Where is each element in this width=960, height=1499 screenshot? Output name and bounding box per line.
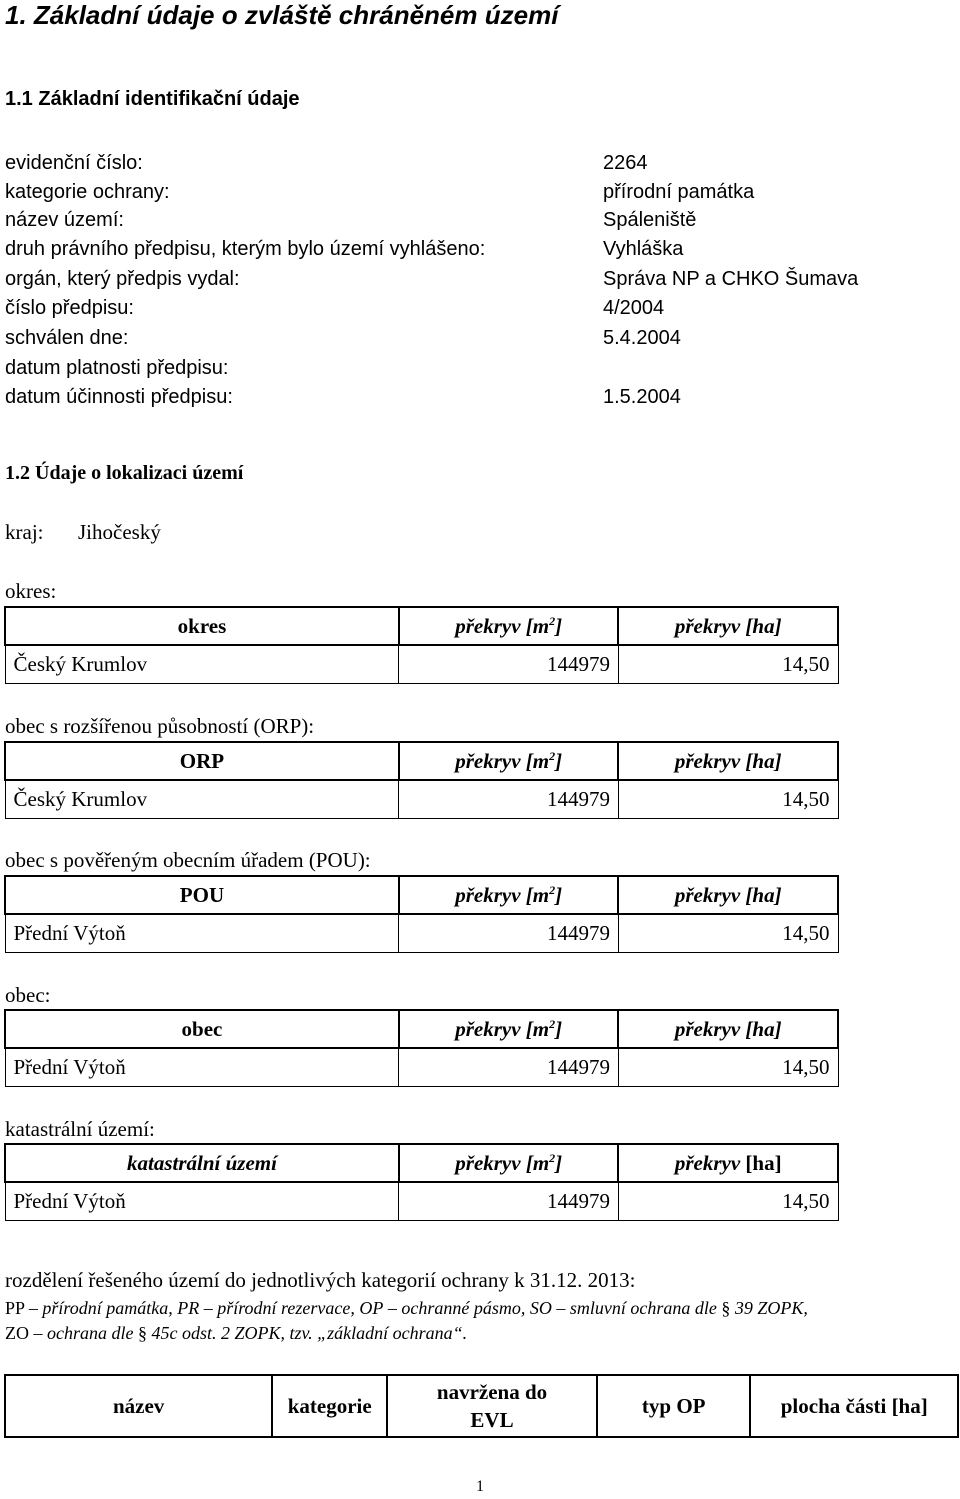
ku-caption: katastrální území:: [5, 1117, 155, 1141]
table-cell-name: Český Krumlov: [5, 645, 399, 683]
table-row: [5, 914, 838, 952]
table-header: kategorie: [272, 1375, 387, 1437]
id-value: Spáleniště: [603, 209, 697, 231]
id-label: druh právního předpisu, kterým bylo území vyhlášeno:: [5, 238, 486, 260]
section-heading-localization: 1.2 Údaje o lokalizaci území: [5, 462, 244, 484]
table-header: překryv $[m^2]$: [399, 876, 619, 914]
table-cell-m2: 144979: [399, 1048, 619, 1086]
pou-table: [4, 875, 839, 953]
id-value: 2264: [603, 152, 648, 174]
table-cell-m2: 144979: [399, 1182, 619, 1220]
orp-caption: obec s rozšířenou působností (ORP):: [5, 714, 315, 738]
section-heading-identification: 1.1 Základní identifikační údaje: [5, 88, 300, 110]
kraj-label: kraj:: [5, 520, 44, 544]
table-cell-name: Přední Výtoň: [5, 1182, 399, 1220]
id-label: číslo předpisu:: [5, 297, 134, 319]
table-cell-ha: 14,50: [618, 645, 838, 683]
table-header: obec: [5, 1010, 399, 1048]
table-cell-m2: 144979: [399, 645, 619, 683]
table-header: POU: [5, 876, 399, 914]
id-value: 1.5.2004: [603, 386, 681, 408]
id-value: 4/2004: [603, 297, 665, 319]
id-label: evidenční číslo:: [5, 152, 143, 174]
obec-caption: obec:: [5, 983, 51, 1007]
table-header: překryv $[m^2]$: [399, 742, 619, 780]
table-header: název: [5, 1375, 272, 1437]
page-heading: 1. Základní údaje o zvláště chráněném území: [5, 0, 559, 30]
id-value: přírodní památka: [603, 181, 755, 203]
id-label: datum účinnosti předpisu:: [5, 386, 233, 408]
id-label: název území:: [5, 209, 124, 231]
table-cell-m2: 144979: [399, 780, 619, 818]
table-row: [5, 780, 838, 818]
table-row: [5, 645, 838, 683]
id-value: Vyhláška: [603, 238, 684, 260]
legend-line-2: ZO – ochrana dle § 45c odst. 2 ZOPK, tzv. „základní ochrana“.: [5, 1323, 468, 1343]
okres-table: [4, 606, 839, 684]
table-header: překryv [ha]: [618, 1144, 838, 1182]
table-cell-name: Český Krumlov: [5, 780, 399, 818]
id-label: datum platnosti předpisu:: [5, 357, 229, 379]
division-title: rozdělení řešeného území do jednotlivých kategorií ochrany k 31.12. 2013:: [5, 1268, 636, 1292]
table-header: překryv $[m^2]$: [399, 607, 619, 645]
table-cell-ha: 14,50: [618, 780, 838, 818]
legend-line-1: PP – přírodní památka, PR – přírodní rezervace, OP – ochranné pásmo, SO – smluvní ochrana dle § 39 ZOPK,: [5, 1298, 808, 1318]
table-header: ORP: [5, 742, 399, 780]
table-header: okres: [5, 607, 399, 645]
table-header: typ OP: [597, 1375, 751, 1437]
table-cell-ha: 14,50: [618, 914, 838, 952]
id-label: kategorie ochrany:: [5, 181, 170, 203]
table-row: [5, 1048, 838, 1086]
table-cell-ha: 14,50: [618, 1048, 838, 1086]
table-header: překryv [ha]: [618, 742, 838, 780]
page-number: 1: [476, 1478, 484, 1495]
id-label: orgán, který předpis vydal:: [5, 268, 240, 290]
table-row: [5, 1182, 838, 1220]
table-header: překryv $[m^2]$: [399, 1144, 619, 1182]
table-cell-name: Přední Výtoň: [5, 1048, 399, 1086]
pou-caption: obec s pověřeným obecním úřadem (POU):: [5, 848, 371, 872]
table-cell-m2: 144979: [399, 914, 619, 952]
id-value: 5.4.2004: [603, 327, 681, 349]
table-header: překryv $[m^2]$: [399, 1010, 619, 1048]
table-header: plocha části [ha]: [750, 1375, 958, 1437]
kraj-value: Jihočeský: [78, 520, 161, 544]
ku-table: [4, 1143, 839, 1221]
obec-table: [4, 1009, 839, 1087]
table-header-row: [5, 1375, 958, 1437]
orp-table: [4, 741, 839, 819]
table-cell-ha: 14,50: [618, 1182, 838, 1220]
id-value: Správa NP a CHKO Šumava: [603, 268, 859, 290]
table-header: překryv [ha]: [618, 1010, 838, 1048]
table-header: překryv [ha]: [618, 876, 838, 914]
id-label: schválen dne:: [5, 327, 129, 349]
table-header: katastrální území: [5, 1144, 399, 1182]
category-table: [4, 1374, 959, 1438]
table-header: navržena do EVL: [387, 1375, 597, 1437]
table-header: překryv [ha]: [618, 607, 838, 645]
table-cell-name: Přední Výtoň: [5, 914, 399, 952]
okres-caption: okres:: [5, 579, 57, 603]
